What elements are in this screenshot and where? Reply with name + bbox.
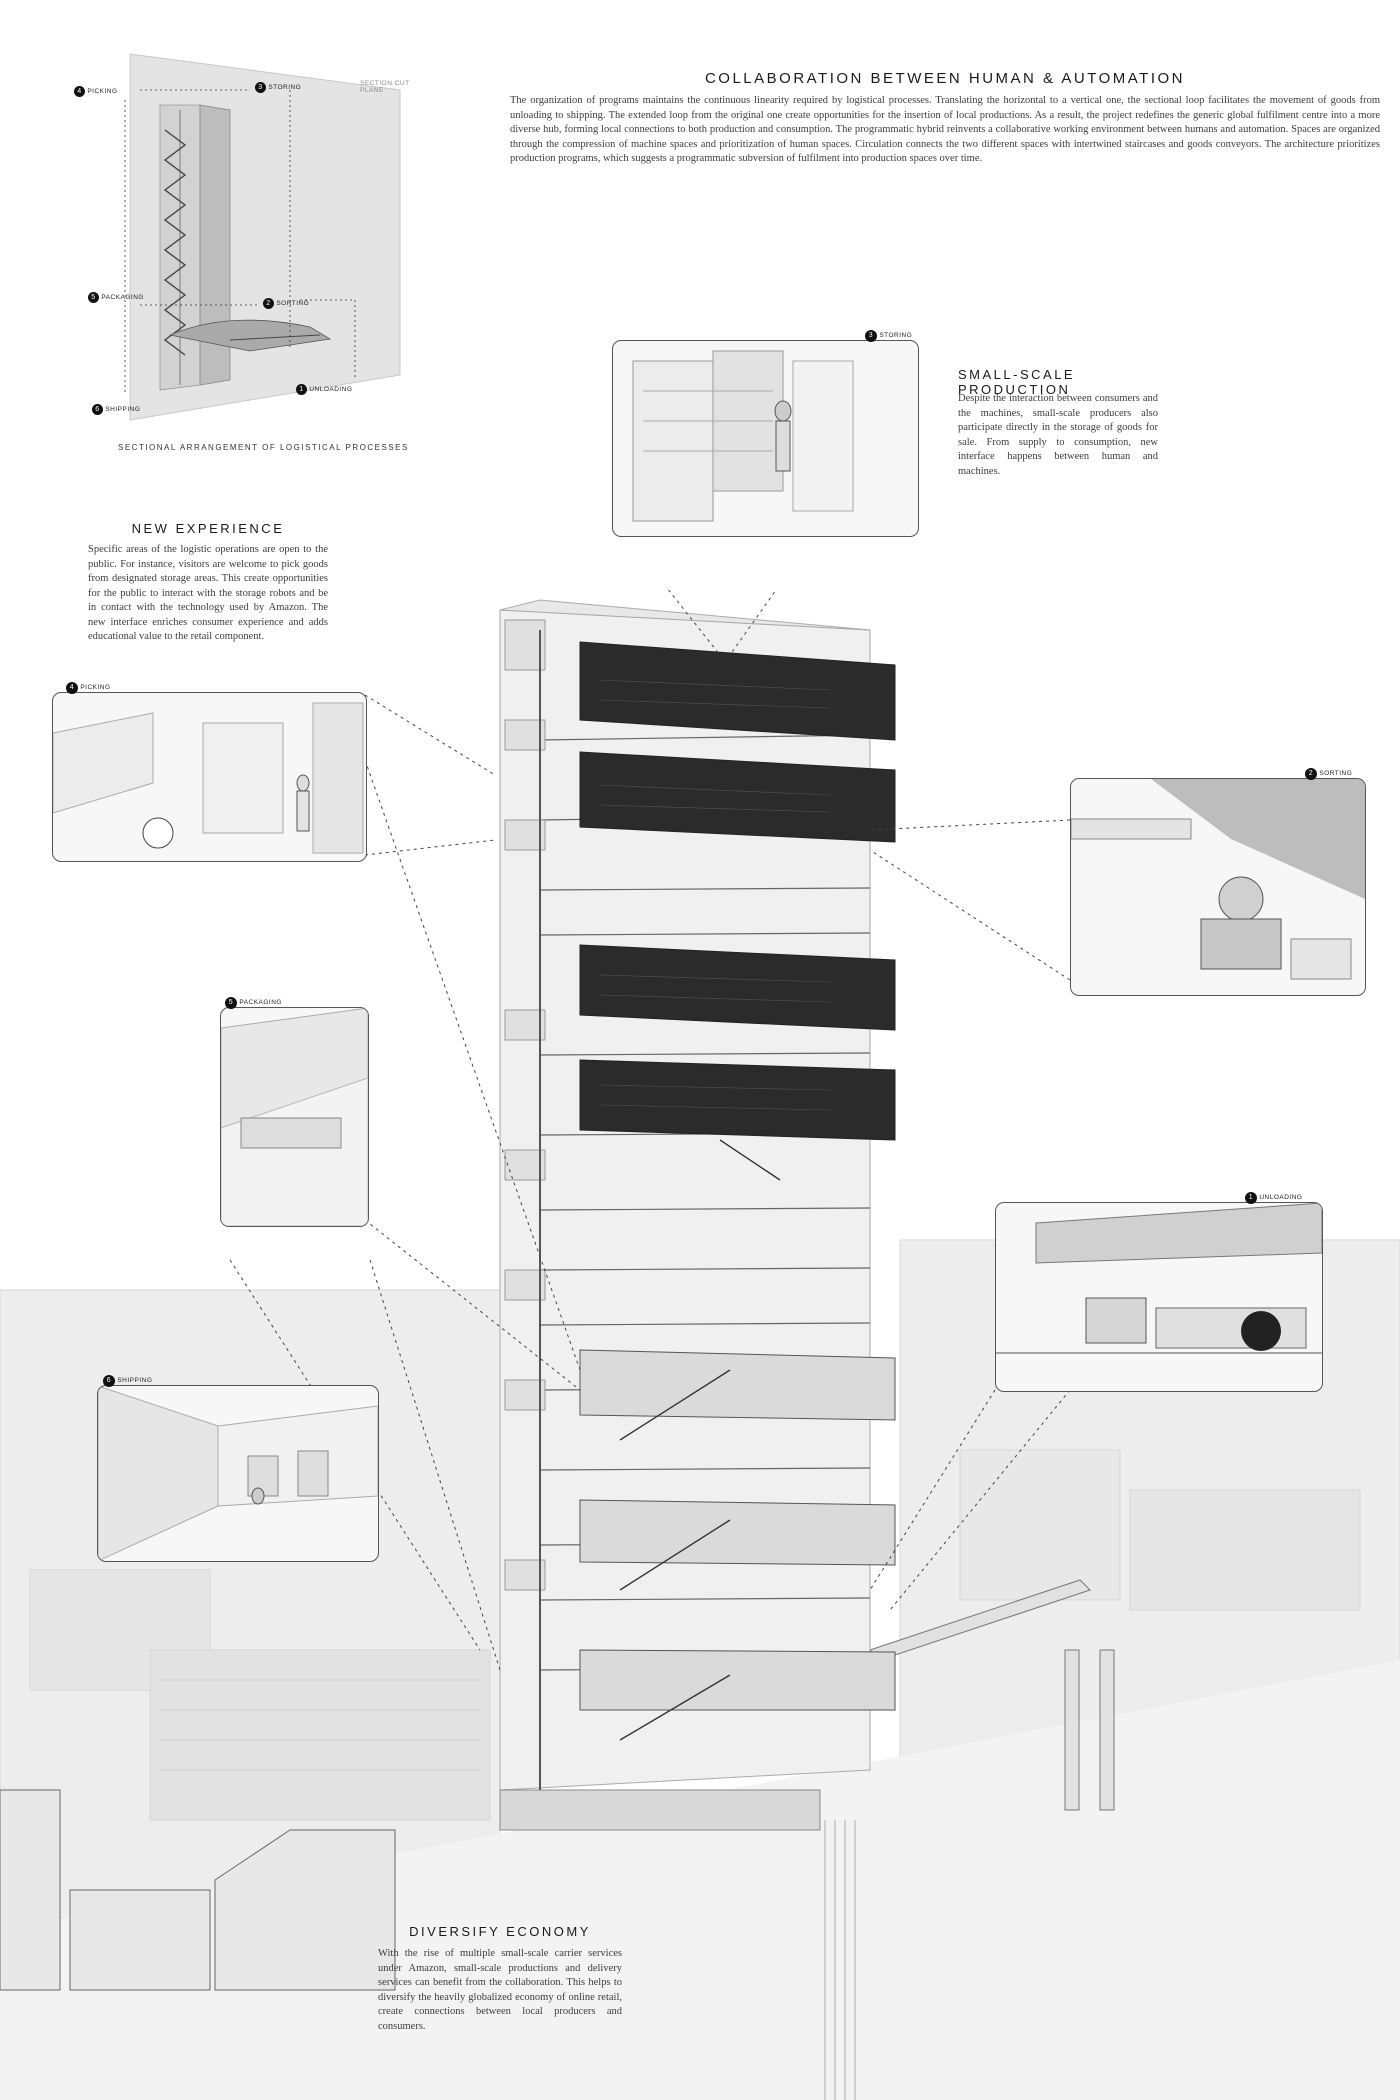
section-step-sorting: 2 SORTING xyxy=(263,298,309,309)
vignette-shipping xyxy=(97,1385,379,1562)
shipping-scene xyxy=(98,1386,378,1561)
vignette-unloading xyxy=(995,1202,1323,1392)
new-experience-title: NEW EXPERIENCE xyxy=(131,521,285,536)
section-step-packaging: 5 PACKAGING xyxy=(88,292,144,303)
vignette-shipping-label: 6 SHIPPING xyxy=(103,1375,152,1387)
cut-plane-label: SECTION CUT PLANE xyxy=(360,80,410,94)
vignette-picking xyxy=(52,692,367,862)
step-number-2: 2 xyxy=(263,298,274,309)
section-diagram-drawing xyxy=(60,50,420,450)
section-diagram xyxy=(60,50,420,450)
main-title: COLLABORATION BETWEEN HUMAN & AUTOMATION xyxy=(704,70,1186,87)
production-floors xyxy=(580,1350,895,1710)
storing-scene xyxy=(613,341,918,536)
small-scale-title: SMALL-SCALE PRODUCTION xyxy=(958,367,1076,397)
packaging-scene xyxy=(221,1008,368,1226)
section-diagram-caption: SECTIONAL ARRANGEMENT OF LOGISTICAL PROCESSES xyxy=(118,443,409,452)
step-number-6: 6 xyxy=(92,404,103,415)
section-step-picking: 4 PICKING xyxy=(74,86,118,97)
step-number-4: 4 xyxy=(74,86,85,97)
vignette-storing xyxy=(612,340,919,537)
main-body: The organization of programs maintains the continuous linearity required by logistical processes. Translating the horizontal to a vertical one, the sectional loop facilitates the movement of goods from unloading to shipping. The extended loop from the original one create opportunities for the insertion of local productions. As a result, the project redefines the generic global fulfilment centre into a more diverse hub, forming local connections to both production and consumption. The programmatic hybrid reinvents a collaborative working environment between humans and automation. Spaces are organized through the compression of machine spaces and prioritization of human spaces. Circulation connects the two different spaces with intertwined staircases and goods conveyors. The architecture prioritizes production programs, which suggests a programmatic subversion of fulfilment into production spaces over time. xyxy=(510,95,1380,164)
diversify-title: DIVERSIFY ECONOMY xyxy=(409,1924,591,1939)
vignette-packaging xyxy=(220,1007,369,1227)
sorting-scene xyxy=(1071,779,1365,995)
step-number-1: 1 xyxy=(296,384,307,395)
picking-scene xyxy=(53,693,366,861)
section-step-shipping: 6 SHIPPING xyxy=(92,404,140,415)
vignette-picking-label: 4 PICKING xyxy=(66,682,111,694)
step-number-3: 3 xyxy=(255,82,266,93)
section-step-unloading: 1 UNLOADING xyxy=(296,384,352,395)
vignette-packaging-label: 5 PACKAGING xyxy=(225,997,282,1009)
vignette-sorting-label: 2 SORTING xyxy=(1305,768,1352,780)
vignette-storing-label: 3 STORING xyxy=(865,330,912,342)
step-number-5: 5 xyxy=(88,292,99,303)
small-scale-body: Despite the interaction between consumers and the machines, small-scale producers also participate directly in the storage of goods for sale. From supply to consumption, new interface happens between human and machines. xyxy=(958,393,1158,477)
diversify-body: With the rise of multiple small-scale carrier services under Amazon, small-scale productions and delivery services can benefit from the collaboration. This helps to diversify the heavily globalized economy of online retail, create connections between local producers and consumers. xyxy=(378,1948,622,2032)
vignette-sorting xyxy=(1070,778,1366,996)
unloading-scene xyxy=(996,1203,1322,1391)
new-experience-body: Specific areas of the logistic operations are open to the public. For instance, visitors are welcome to pick goods from designated storage areas. This create opportunities for the public to interact with the storage robots and be in contact with the technology used by Amazon. The new interface enriches consumer experience and adds educational value to the retail component. xyxy=(88,544,328,642)
vignette-unloading-label: 1 UNLOADING xyxy=(1245,1192,1302,1204)
section-step-storing: 3 STORING xyxy=(255,82,301,93)
